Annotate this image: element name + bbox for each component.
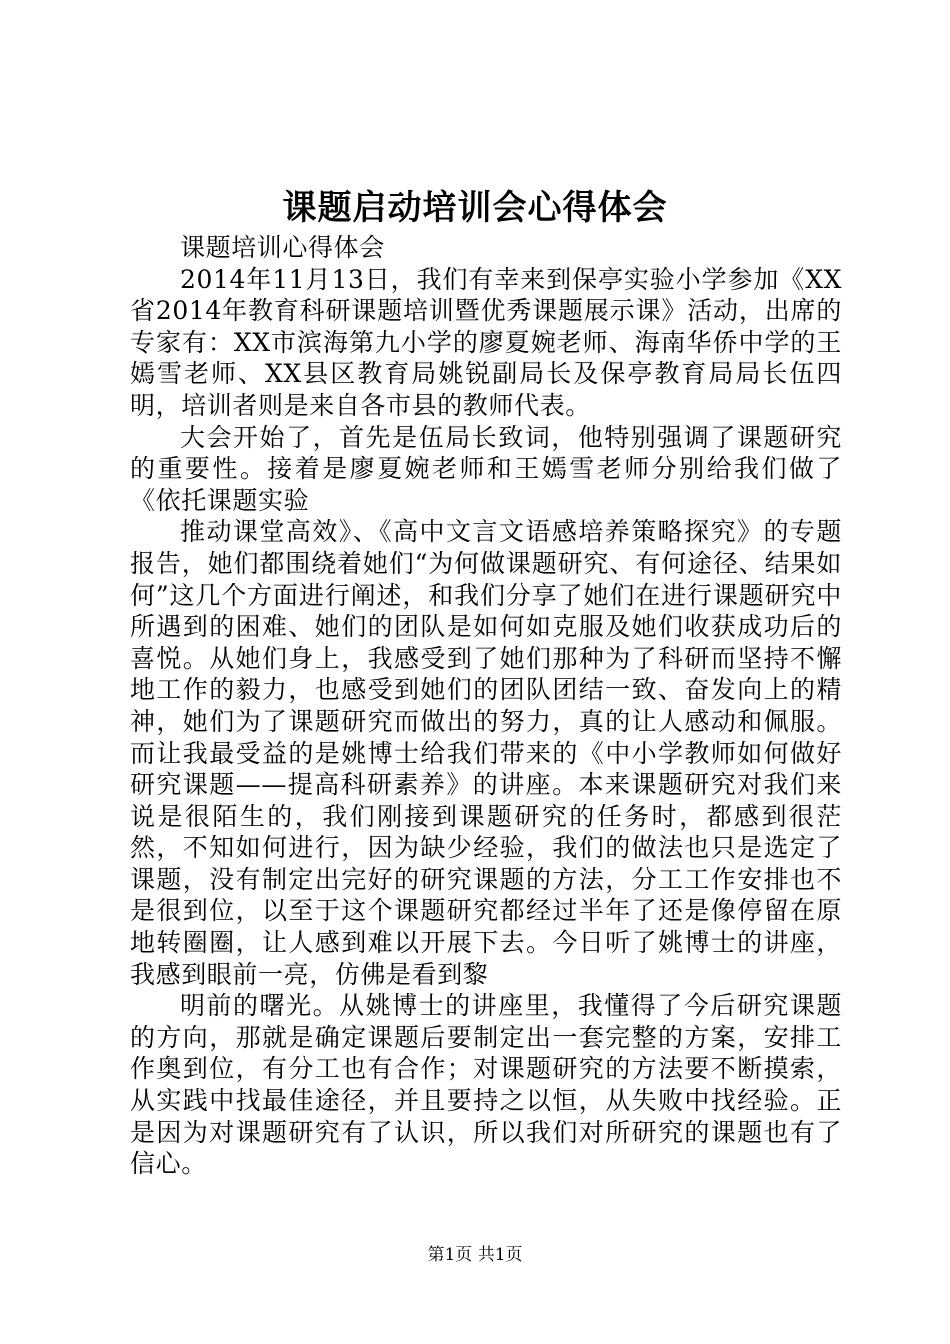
paragraph-intro: 2014年11月13日，我们有幸来到保亭实验小学参加《XX省2014年教育科研课题培训暨优秀课题展示课》活动，出席的专家有：XX市滨海第九小学的廖夏婉老师、海南华侨中学的王嫣雪老师、XX县区教育局姚锐副局长及保亭教育局局长伍四明，培训者则是来自各市县的教师代表。 — [130, 264, 842, 420]
paragraph-reports: 推动课堂高效》、《高中文言文语感培养策略探究》的专题报告，她们都围绕着她们“为何做课题研究、有何途径、结果如何”这几个方面进行阐述，和我们分享了她们在进行课题研究中所遇到的困难、她们的团队是如何如克服及她们收获成功后的喜悦。从她们身上，我感受到了她们那种为了科研而坚持不懈地工作的毅力，也感受到她们的团队团结一致、奋发向上的精神，她们为了课题研究而做出的努力，真的让人感动和佩服。而让我最受益的是姚博士给我们带来的《中小学教师如何做好研究课题——提高科研素养》的讲座。本来课题研究对我们来说是很陌生的，我们刚接到课题研究的任务时，都感到很茫然，不知如何进行，因为缺少经验，我们的做法也只是选定了课题，没有制定出完好的研究课题的方法，分工工作安排也不是很到位，以至于这个课题研究都经过半年了还是像停留在原地转圈圈，让人感到难以开展下去。今日听了姚博士的讲座，我感到眼前一亮，仿佛是看到黎 — [130, 517, 842, 989]
page-title: 课题启动培训会心得体会 — [282, 188, 668, 228]
page-footer: 第1页 共1页 — [427, 1245, 523, 1265]
document-body — [130, 232, 842, 1180]
paragraph-subtitle: 课题培训心得体会 — [180, 233, 385, 262]
paragraph-opening: 大会开始了，首先是伍局长致词，他特别强调了课题研究的重要性。接着是廖夏婉老师和王嫣雪老师分别给我们做了《依托课题实验 — [130, 422, 842, 515]
paragraph-conclusion: 明前的曙光。从姚博士的讲座里，我懂得了今后研究课题的方向，那就是确定课题后要制定出一套完整的方案，安排工作奥到位，有分工也有合作；对课题研究的方法要不断摸索，从实践中找最佳途径，并且要持之以恒，从失败中找经验。正是因为对课题研究有了认识，所以我们对所研究的课题也有了信心。 — [130, 991, 842, 1179]
